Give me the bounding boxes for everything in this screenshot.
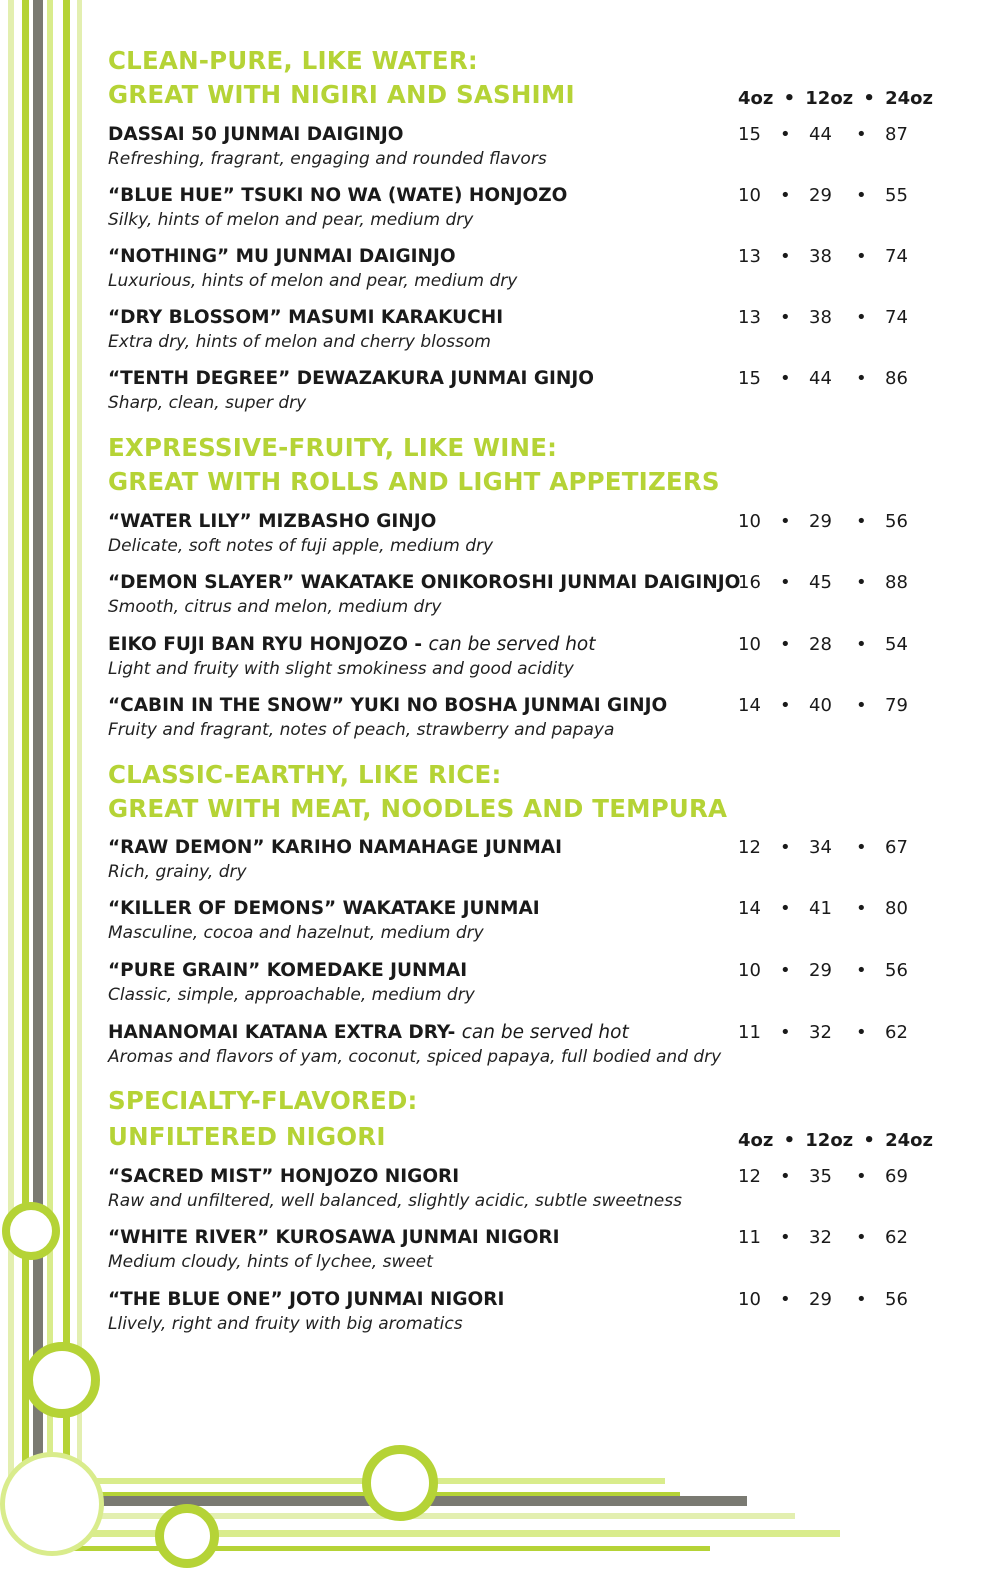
item-prices	[738, 1021, 908, 1045]
item-prices	[738, 897, 908, 921]
price-24oz: 74	[885, 246, 908, 267]
menu-item	[108, 306, 938, 354]
size-label: 12oz	[805, 1130, 854, 1151]
ring-decoration	[24, 1342, 100, 1418]
item-prices	[738, 1226, 908, 1250]
item-prices	[738, 1288, 908, 1312]
item-description: Delicate, soft notes of fuji apple, medium dry	[108, 536, 494, 556]
bullet-separator: •	[856, 1022, 867, 1043]
section-title: SPECIALTY-FLAVORED:	[108, 1086, 418, 1115]
item-description: Luxurious, hints of melon and pear, medium dry	[108, 271, 518, 291]
item-description: Raw and unfiltered, well balanced, slightly acidic, subtle sweetness	[108, 1191, 682, 1211]
item-name-text: “WHITE RIVER” KUROSAWA JUNMAI NIGORI	[108, 1227, 560, 1248]
price-24oz: 86	[885, 368, 908, 389]
bullet-separator: •	[856, 1289, 867, 1310]
bullet-separator: •	[856, 307, 867, 328]
item-name-text: “PURE GRAIN” KOMEDAKE JUNMAI	[108, 960, 468, 981]
bullet-separator: •	[856, 1227, 867, 1248]
price-4oz: 13	[738, 307, 761, 328]
item-prices	[738, 1165, 908, 1189]
bullet-separator: •	[780, 837, 791, 858]
stripe-line	[63, 0, 70, 1500]
bullet-separator: •	[780, 1022, 791, 1043]
item-name-text: “WATER LILY” MIZBASHO GINJO	[108, 511, 437, 532]
item-name-text: “BLUE HUE” TSUKI NO WA (WATE) HONJOZO	[108, 185, 568, 206]
size-label: 24oz	[885, 88, 933, 109]
menu-item	[108, 510, 938, 558]
section-title: CLEAN-PURE, LIKE WATER:	[108, 46, 478, 75]
item-name-text: HANANOMAI KATANA EXTRA DRY-	[108, 1022, 462, 1043]
price-12oz: 29	[809, 960, 832, 981]
section-subtitle: GREAT WITH MEAT, NOODLES AND TEMPURA	[108, 794, 728, 823]
price-4oz: 11	[738, 1022, 761, 1043]
price-24oz: 67	[885, 837, 908, 858]
price-4oz: 14	[738, 898, 761, 919]
price-24oz: 62	[885, 1227, 908, 1248]
item-prices	[738, 245, 908, 269]
menu-item	[108, 367, 938, 415]
bullet-separator: •	[856, 124, 867, 145]
price-24oz: 55	[885, 185, 908, 206]
price-12oz: 38	[809, 246, 832, 267]
item-description: Extra dry, hints of melon and cherry blossom	[108, 332, 491, 352]
bullet-separator: •	[863, 88, 875, 109]
bullet-separator: •	[856, 695, 867, 716]
price-12oz: 35	[809, 1166, 832, 1187]
bullet-separator: •	[856, 1166, 867, 1187]
price-24oz: 56	[885, 960, 908, 981]
menu-item	[108, 836, 938, 884]
item-name-text: “SACRED MIST” HONJOZO NIGORI	[108, 1166, 460, 1187]
item-description: Sharp, clean, super dry	[108, 393, 307, 413]
item-description: Fruity and fragrant, notes of peach, strawberry and papaya	[108, 720, 615, 740]
price-24oz: 56	[885, 1289, 908, 1310]
item-prices	[738, 959, 908, 983]
price-4oz: 10	[738, 1289, 761, 1310]
item-note: can be served hot	[428, 634, 596, 655]
bullet-separator: •	[863, 1130, 875, 1151]
price-4oz: 15	[738, 368, 761, 389]
bullet-separator: •	[856, 511, 867, 532]
ring-decoration	[0, 1452, 104, 1556]
price-4oz: 10	[738, 634, 761, 655]
price-24oz: 87	[885, 124, 908, 145]
menu-item	[108, 633, 938, 681]
price-12oz: 32	[809, 1022, 832, 1043]
item-name-text: “DEMON SLAYER” WAKATAKE ONIKOROSHI JUNMAI DAIGINJO	[108, 572, 741, 593]
bullet-separator: •	[856, 837, 867, 858]
bullet-separator: •	[856, 572, 867, 593]
item-name-text: EIKO FUJI BAN RYU HONJOZO -	[108, 634, 429, 655]
section-title: EXPRESSIVE-FRUITY, LIKE WINE:	[108, 433, 558, 462]
menu-item	[108, 897, 938, 945]
bullet-separator: •	[780, 572, 791, 593]
section-subtitle: GREAT WITH ROLLS AND LIGHT APPETIZERS	[108, 467, 720, 496]
price-12oz: 45	[809, 572, 832, 593]
bullet-separator: •	[780, 185, 791, 206]
item-prices	[738, 694, 908, 718]
bullet-separator: •	[780, 960, 791, 981]
menu-item	[108, 959, 938, 1007]
menu-item	[108, 184, 938, 232]
item-prices	[738, 836, 908, 860]
price-24oz: 54	[885, 634, 908, 655]
menu-item	[108, 123, 938, 171]
price-12oz: 41	[809, 898, 832, 919]
price-4oz: 11	[738, 1227, 761, 1248]
price-12oz: 28	[809, 634, 832, 655]
item-prices	[738, 633, 908, 657]
item-name-text: “CABIN IN THE SNOW” YUKI NO BOSHA JUNMAI GINJO	[108, 695, 668, 716]
item-prices	[738, 123, 908, 147]
size-label: 4oz	[738, 88, 774, 109]
item-name-text: “TENTH DEGREE” DEWAZAKURA JUNMAI GINJO	[108, 368, 594, 389]
item-description: Classic, simple, approachable, medium dry	[108, 985, 475, 1005]
bullet-separator: •	[856, 368, 867, 389]
item-name-text: “NOTHING” MU JUNMAI DAIGINJO	[108, 246, 456, 267]
price-12oz: 29	[809, 511, 832, 532]
price-4oz: 10	[738, 185, 761, 206]
ring-decoration	[362, 1445, 438, 1521]
price-4oz: 16	[738, 572, 761, 593]
stripe-line	[33, 0, 43, 1505]
item-description: Aromas and flavors of yam, coconut, spiced papaya, full bodied and dry	[108, 1047, 722, 1067]
price-4oz: 10	[738, 960, 761, 981]
menu-item	[108, 571, 938, 619]
price-4oz: 12	[738, 837, 761, 858]
price-24oz: 69	[885, 1166, 908, 1187]
stripe-line	[47, 0, 53, 1540]
size-label: 4oz	[738, 1130, 774, 1151]
price-24oz: 62	[885, 1022, 908, 1043]
size-label: 12oz	[805, 88, 854, 109]
bullet-separator: •	[783, 88, 796, 109]
menu-item	[108, 1288, 938, 1336]
bullet-separator: •	[780, 695, 791, 716]
size-column-header	[738, 88, 933, 110]
item-description: Silky, hints of melon and pear, medium dry	[108, 210, 474, 230]
price-24oz: 79	[885, 695, 908, 716]
price-12oz: 40	[809, 695, 832, 716]
price-24oz: 80	[885, 898, 908, 919]
item-description: Rich, grainy, dry	[108, 862, 247, 882]
price-4oz: 15	[738, 124, 761, 145]
item-name-text: DASSAI 50 JUNMAI DAIGINJO	[108, 124, 404, 145]
bullet-separator: •	[783, 1130, 796, 1151]
item-prices	[738, 184, 908, 208]
item-name-text: “DRY BLOSSOM” MASUMI KARAKUCHI	[108, 307, 504, 328]
bullet-separator: •	[780, 1289, 791, 1310]
menu-item	[108, 694, 938, 742]
price-4oz: 13	[738, 246, 761, 267]
size-label: 24oz	[885, 1130, 933, 1151]
bullet-separator: •	[780, 368, 791, 389]
price-4oz: 14	[738, 695, 761, 716]
item-name-text: “THE BLUE ONE” JOTO JUNMAI NIGORI	[108, 1289, 505, 1310]
bullet-separator: •	[780, 898, 791, 919]
price-12oz: 34	[809, 837, 832, 858]
price-12oz: 32	[809, 1227, 832, 1248]
price-12oz: 38	[809, 307, 832, 328]
item-description: Medium cloudy, hints of lychee, sweet	[108, 1252, 433, 1272]
bullet-separator: •	[780, 511, 791, 532]
section-title: CLASSIC-EARTHY, LIKE RICE:	[108, 760, 502, 789]
price-24oz: 56	[885, 511, 908, 532]
item-prices	[738, 571, 908, 595]
section-subtitle: GREAT WITH NIGIRI AND SASHIMI	[108, 80, 575, 109]
item-prices	[738, 367, 908, 391]
bullet-separator: •	[856, 246, 867, 267]
bullet-separator: •	[780, 1166, 791, 1187]
ring-decoration	[155, 1504, 219, 1568]
item-name-text: “RAW DEMON” KARIHO NAMAHAGE JUNMAI	[108, 837, 562, 858]
price-24oz: 74	[885, 307, 908, 328]
stripe-line	[22, 0, 29, 1545]
stripe-line	[77, 0, 82, 1480]
menu-item	[108, 1226, 938, 1274]
menu-item	[108, 1021, 938, 1069]
bullet-separator: •	[780, 634, 791, 655]
bullet-separator: •	[856, 634, 867, 655]
bullet-separator: •	[780, 124, 791, 145]
price-12oz: 29	[809, 185, 832, 206]
bullet-separator: •	[856, 185, 867, 206]
bullet-separator: •	[856, 960, 867, 981]
price-12oz: 29	[809, 1289, 832, 1310]
item-description: Llively, right and fruity with big aromatics	[108, 1314, 463, 1334]
bullet-separator: •	[780, 307, 791, 328]
bullet-separator: •	[856, 898, 867, 919]
price-4oz: 12	[738, 1166, 761, 1187]
ring-decoration	[2, 1202, 60, 1260]
price-12oz: 44	[809, 368, 832, 389]
item-prices	[738, 510, 908, 534]
item-prices	[738, 306, 908, 330]
item-description: Masculine, cocoa and hazelnut, medium dry	[108, 923, 484, 943]
price-4oz: 10	[738, 511, 761, 532]
item-description: Smooth, citrus and melon, medium dry	[108, 597, 442, 617]
size-column-header	[738, 1130, 933, 1152]
price-24oz: 88	[885, 572, 908, 593]
item-note: can be served hot	[461, 1022, 629, 1043]
section-subtitle: UNFILTERED NIGORI	[108, 1122, 386, 1151]
item-name-text: “KILLER OF DEMONS” WAKATAKE JUNMAI	[108, 898, 540, 919]
menu-item	[108, 1165, 938, 1213]
menu-item	[108, 245, 938, 293]
bullet-separator: •	[780, 246, 791, 267]
stripe-line	[8, 0, 14, 1530]
price-12oz: 44	[809, 124, 832, 145]
item-description: Refreshing, fragrant, engaging and rounded flavors	[108, 149, 547, 169]
bullet-separator: •	[780, 1227, 791, 1248]
item-description: Light and fruity with slight smokiness and good acidity	[108, 659, 574, 679]
